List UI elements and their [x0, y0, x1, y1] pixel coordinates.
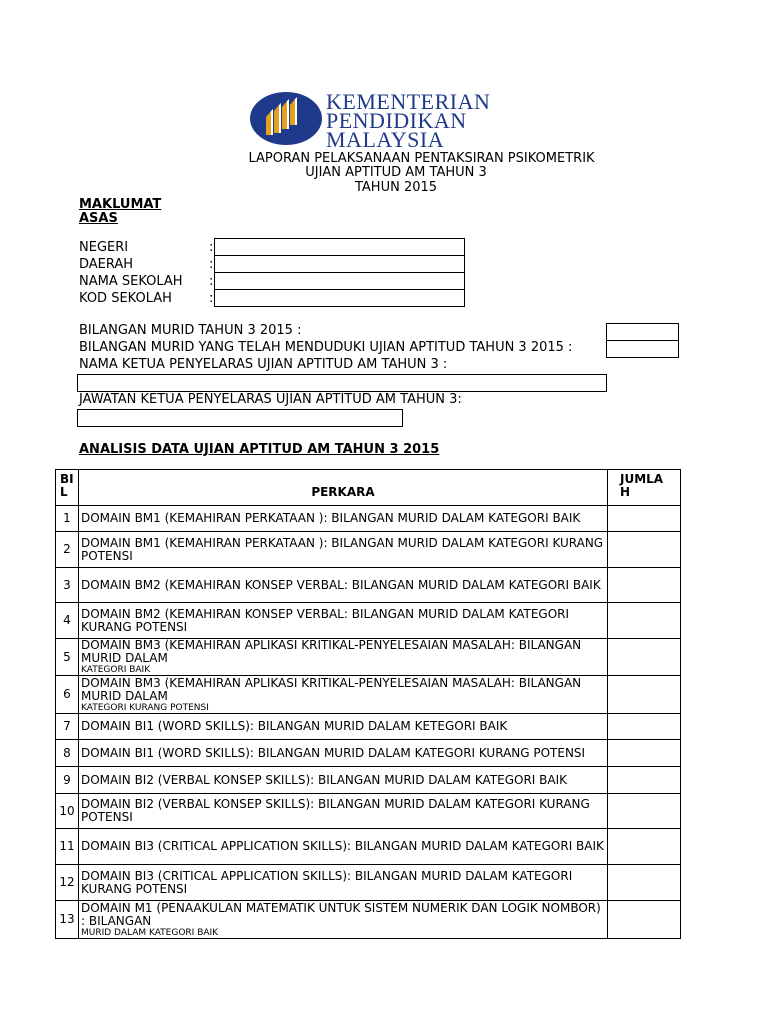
nama-sekolah-input[interactable]: [214, 272, 465, 290]
analisis-table: [55, 469, 681, 939]
row-perkara: DOMAIN BI1 (WORD SKILLS): BILANGAN MURID DALAM KETEGORI BAIK: [79, 714, 608, 740]
row-bil: 6: [56, 676, 79, 714]
row-perkara: DOMAIN BI2 (VERBAL KONSEP SKILLS): BILANGAN MURID DALAM KATEGORI BAIK: [79, 767, 608, 794]
logo-line-2: PENDIDIKAN: [326, 108, 467, 133]
ministry-logo-text: [326, 89, 491, 152]
row-perkara-main: DOMAIN BM3 (KEMAHIRAN APLIKASI KRITIKAL-PENYELESAIAN MASALAH: BILANGAN MURID DALAM: [81, 638, 582, 665]
report-title-line-3: TAHUN 2015: [354, 180, 438, 195]
header-bil-line-2: L: [60, 485, 68, 499]
field-label-daerah: DAERAH: [79, 257, 134, 272]
row-perkara-sub: KATEGORI BAIK: [81, 665, 151, 675]
row-perkara: [79, 676, 608, 714]
row-perkara: [79, 901, 608, 939]
header-jumlah: [608, 470, 681, 506]
row-jumlah-input[interactable]: [608, 676, 681, 714]
row-jumlah-input[interactable]: [608, 568, 681, 603]
bilangan-murid-label: BILANGAN MURID TAHUN 3 2015 :: [79, 323, 302, 338]
logo-line-1: KEMENTERIAN: [326, 89, 491, 114]
row-perkara: DOMAIN BI1 (WORD SKILLS): BILANGAN MURID DALAM KATEGORI KURANG POTENSI: [79, 740, 608, 767]
jawatan-ketua-label: JAWATAN KETUA PENYELARAS UJIAN APTITUD AM TAHUN 3:: [79, 392, 462, 407]
row-perkara: DOMAIN BI3 (CRITICAL APPLICATION SKILLS): BILANGAN MURID DALAM KATEGORI KURANG POTENSI: [79, 865, 608, 901]
table-row: [56, 568, 681, 603]
row-bil: 7: [56, 714, 79, 740]
row-bil: 4: [56, 603, 79, 639]
row-jumlah-input[interactable]: [608, 865, 681, 901]
field-label-nama-sekolah: NAMA SEKOLAH: [79, 274, 183, 289]
table-header-row: [56, 470, 681, 506]
row-perkara: DOMAIN BM1 (KEMAHIRAN PERKATAAN ): BILANGAN MURID DALAM KATEGORI KURANG POTENSI: [79, 532, 608, 568]
daerah-input[interactable]: [214, 255, 465, 273]
row-jumlah-input[interactable]: [608, 532, 681, 568]
row-jumlah-input[interactable]: [608, 506, 681, 532]
row-perkara: DOMAIN BM2 (KEMAHIRAN KONSEP VERBAL: BILANGAN MURID DALAM KATEGORI KURANG POTENSI: [79, 603, 608, 639]
report-title-line-1: LAPORAN PELAKSANAAN PENTAKSIRAN PSIKOMETRIK: [248, 151, 595, 166]
bilangan-murid-input[interactable]: [606, 323, 679, 341]
row-perkara: DOMAIN BM2 (KEMAHIRAN KONSEP VERBAL: BILANGAN MURID DALAM KATEGORI BAIK: [79, 568, 608, 603]
report-title-line-2: UJIAN APTITUD AM TAHUN 3: [305, 165, 487, 180]
row-jumlah-input[interactable]: [608, 639, 681, 676]
field-label-negeri: NEGERI: [79, 240, 129, 255]
ministry-emblem-icon: [249, 91, 323, 146]
row-bil: 3: [56, 568, 79, 603]
kod-sekolah-input[interactable]: [214, 289, 465, 307]
field-colon: :: [209, 291, 214, 306]
nama-ketua-input[interactable]: [77, 374, 607, 392]
header-bil-line-1: BI: [60, 472, 74, 486]
row-jumlah-input[interactable]: [608, 829, 681, 865]
row-bil: 5: [56, 639, 79, 676]
header-bil: [56, 470, 79, 506]
table-row: [56, 794, 681, 829]
table-row: [56, 740, 681, 767]
field-colon: :: [209, 274, 214, 289]
bilangan-menduduki-label: BILANGAN MURID YANG TELAH MENDUDUKI UJIAN APTITUD TAHUN 3 2015 :: [79, 340, 573, 355]
row-bil: 2: [56, 532, 79, 568]
field-colon: :: [209, 240, 214, 255]
table-row: [56, 506, 681, 532]
row-bil: 11: [56, 829, 79, 865]
row-jumlah-input[interactable]: [608, 794, 681, 829]
negeri-input[interactable]: [214, 238, 465, 256]
table-row: [56, 714, 681, 740]
row-perkara: [79, 639, 608, 676]
row-bil: 1: [56, 506, 79, 532]
analisis-heading: ANALISIS DATA UJIAN APTITUD AM TAHUN 3 2015: [79, 442, 440, 457]
table-row: [56, 829, 681, 865]
row-perkara-sub: KATEGORI KURANG POTENSI: [81, 702, 209, 713]
row-jumlah-input[interactable]: [608, 901, 681, 939]
table-row: [56, 603, 681, 639]
row-bil: 9: [56, 767, 79, 794]
table-row: [56, 865, 681, 901]
row-bil: 10: [56, 794, 79, 829]
table-row: [56, 901, 681, 939]
table-row: [56, 676, 681, 714]
row-jumlah-input[interactable]: [608, 767, 681, 794]
header-jumlah-line-2: H: [620, 485, 631, 499]
table-row: [56, 767, 681, 794]
field-colon: :: [209, 257, 214, 272]
row-perkara: DOMAIN BM1 (KEMAHIRAN PERKATAAN ): BILANGAN MURID DALAM KATEGORI BAIK: [79, 506, 608, 532]
table-row: [56, 532, 681, 568]
row-bil: 12: [56, 865, 79, 901]
row-perkara-main: DOMAIN BM3 (KEMAHIRAN APLIKASI KRITIKAL-PENYELESAIAN MASALAH: BILANGAN MURID DALAM: [81, 675, 582, 703]
table-row: [56, 639, 681, 676]
row-bil: 8: [56, 740, 79, 767]
maklumat-heading-2: ASAS: [79, 211, 118, 226]
logo-line-3: MALAYSIA: [326, 127, 445, 152]
nama-ketua-label: NAMA KETUA PENYELARAS UJIAN APTITUD AM TAHUN 3 :: [79, 357, 448, 372]
row-jumlah-input[interactable]: [608, 740, 681, 767]
bilangan-menduduki-input[interactable]: [606, 340, 679, 358]
maklumat-heading-1: MAKLUMAT: [79, 197, 162, 212]
row-perkara-sub: MURID DALAM KATEGORI BAIK: [81, 927, 219, 938]
jawatan-ketua-input[interactable]: [77, 409, 403, 427]
row-perkara-main: DOMAIN M1 (PENAAKULAN MATEMATIK UNTUK SISTEM NUMERIK DAN LOGIK NOMBOR) : BILANGAN: [81, 900, 601, 928]
row-perkara: DOMAIN BI3 (CRITICAL APPLICATION SKILLS): BILANGAN MURID DALAM KATEGORI BAIK: [79, 829, 608, 865]
header-perkara: PERKARA: [79, 470, 608, 506]
row-bil: 13: [56, 901, 79, 939]
header-jumlah-line-1: JUMLA: [620, 472, 664, 486]
row-jumlah-input[interactable]: [608, 603, 681, 639]
field-label-kod-sekolah: KOD SEKOLAH: [79, 291, 172, 306]
row-jumlah-input[interactable]: [608, 714, 681, 740]
row-perkara: DOMAIN BI2 (VERBAL KONSEP SKILLS): BILANGAN MURID DALAM KATEGORI KURANG POTENSI: [79, 794, 608, 829]
